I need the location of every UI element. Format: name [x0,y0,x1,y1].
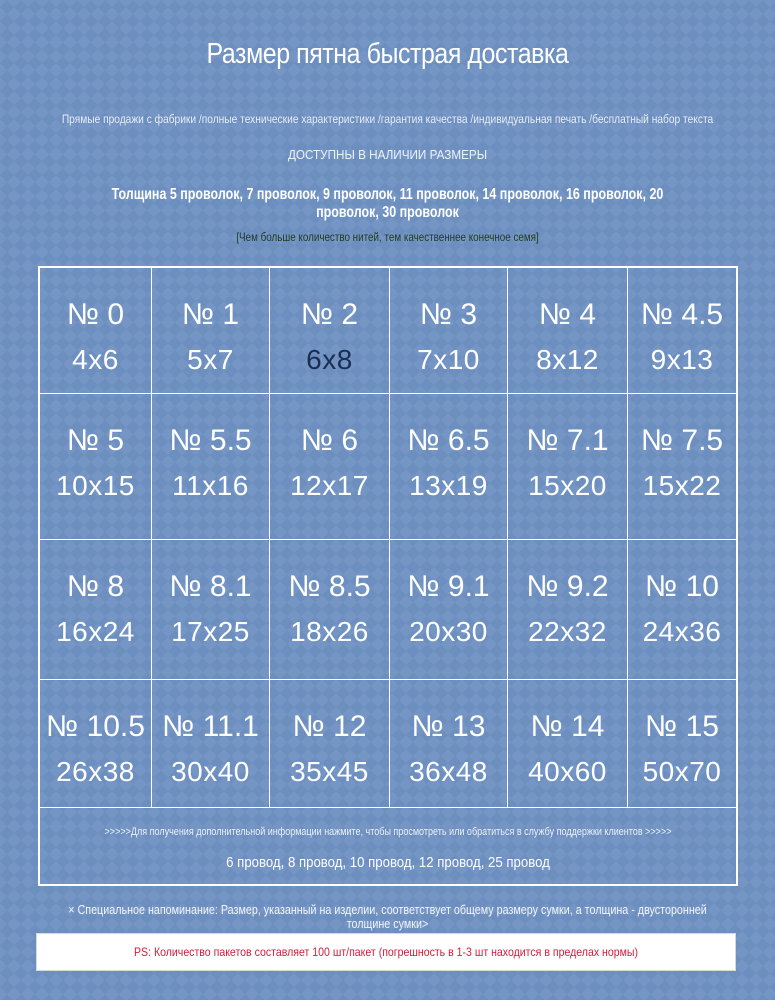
size-dimensions: 35x45 [290,756,369,787]
size-number: № 9.2 [526,570,609,603]
size-number: № 5.5 [169,424,252,457]
size-cell [508,540,628,680]
size-dimensions: 9x13 [650,344,714,375]
size-number: № 7.1 [526,424,609,457]
size-cell [390,268,508,394]
ps-text: PS: Количество пакетов составляет 100 шт/пакет (погрешность в 1-3 шт находится в пределах нормы) [134,945,638,959]
size-number: № 10 [645,570,719,603]
size-cell [390,394,508,540]
size-dimensions: 36x48 [409,756,488,787]
size-cell [270,680,390,808]
size-dimensions: 24x36 [642,616,722,647]
size-number: № 6 [300,424,359,457]
size-dimensions: 17x25 [171,616,250,647]
size-cell [152,268,270,394]
size-cell [152,540,270,680]
size-dimensions: 13x19 [409,470,488,501]
more-info-link[interactable]: >>>>>Для получения дополнительной информации нажмите, чтобы просмотреть или обратиться в службу поддержки клиентов >>>>> [104,826,672,838]
size-number: № 7.5 [640,424,724,457]
size-number: № 14 [530,710,605,743]
size-number: № 9.1 [407,570,490,603]
available-sizes-heading: ДОСТУПНЫ В НАЛИЧИИ РАЗМЕРЫ [287,147,488,162]
size-table [38,266,738,886]
size-cell [270,394,390,540]
size-dimensions: 50x70 [642,756,722,787]
size-dimensions: 8x12 [536,344,599,375]
size-cell [40,268,152,394]
size-number: № 1 [181,298,240,331]
size-number: № 8.1 [169,570,252,603]
size-dimensions: 6x8 [306,344,353,375]
thickness-options: Толщина 5 проволок, 7 проволок, 9 проволок, 11 проволок, 14 проволок, 16 проволок, 20 проволок, 30 проволок [111,186,664,221]
size-dimensions: 22x32 [528,616,607,647]
size-number: № 3 [419,298,478,331]
size-dimensions: 12x17 [290,470,369,501]
size-cell [152,394,270,540]
size-number: № 4.5 [640,298,724,331]
ps-box [36,933,736,971]
size-cell [628,540,736,680]
size-number: № 8 [66,570,125,603]
size-cell [152,680,270,808]
thread-note: [Чем больше количество нитей, тем качественнее конечное семя] [236,230,539,244]
size-dimensions: 40x60 [528,756,607,787]
size-dimensions: 26x38 [56,756,135,787]
size-number: № 2 [300,298,359,331]
size-dimensions: 7x10 [417,344,480,375]
size-number: № 5 [66,424,125,457]
extra-wire-options: 6 провод, 8 провод, 10 провод, 12 провод, 25 провод [226,854,550,871]
size-table-footer [40,808,736,884]
size-dimensions: 20x30 [409,616,488,647]
size-cell [270,540,390,680]
size-dimensions: 15x20 [528,470,607,501]
size-number: № 15 [645,710,719,743]
size-cell [390,540,508,680]
size-number: № 0 [66,298,125,331]
page-title: Размер пятна быстрая доставка [206,38,569,70]
size-dimensions: 15x22 [642,470,722,501]
size-cell [628,268,736,394]
size-cell [390,680,508,808]
size-number: № 12 [292,710,367,743]
size-number: № 6.5 [407,424,490,457]
size-cell [508,394,628,540]
features-line: Прямые продажи с фабрики /полные технические характеристики /гарантия качества /индивидуальная печать /бесплатный набор текста [61,112,714,126]
size-dimensions: 16x24 [56,616,135,647]
size-number: № 13 [411,710,486,743]
size-dimensions: 30x40 [171,756,250,787]
size-cell [628,394,736,540]
size-dimensions: 18x26 [290,616,369,647]
size-dimensions: 4x6 [72,344,119,375]
size-dimensions: 11x16 [172,470,249,501]
size-cell [40,394,152,540]
size-number: № 8.5 [288,570,371,603]
size-number: № 4 [538,298,597,331]
size-cell [628,680,736,808]
size-number: № 10.5 [46,710,145,743]
size-cell [270,268,390,394]
size-number: № 11.1 [162,710,259,743]
size-cell [40,680,152,808]
size-cell [508,268,628,394]
size-cell [508,680,628,808]
size-dimensions: 5x7 [187,344,234,375]
special-reminder: × Специальное напоминание: Размер, указанный на изделии, соответствует общему размеру сумки, а толщина - двусторонней толщине сумки> [68,903,707,931]
size-cell [40,540,152,680]
size-dimensions: 10x15 [56,470,135,501]
